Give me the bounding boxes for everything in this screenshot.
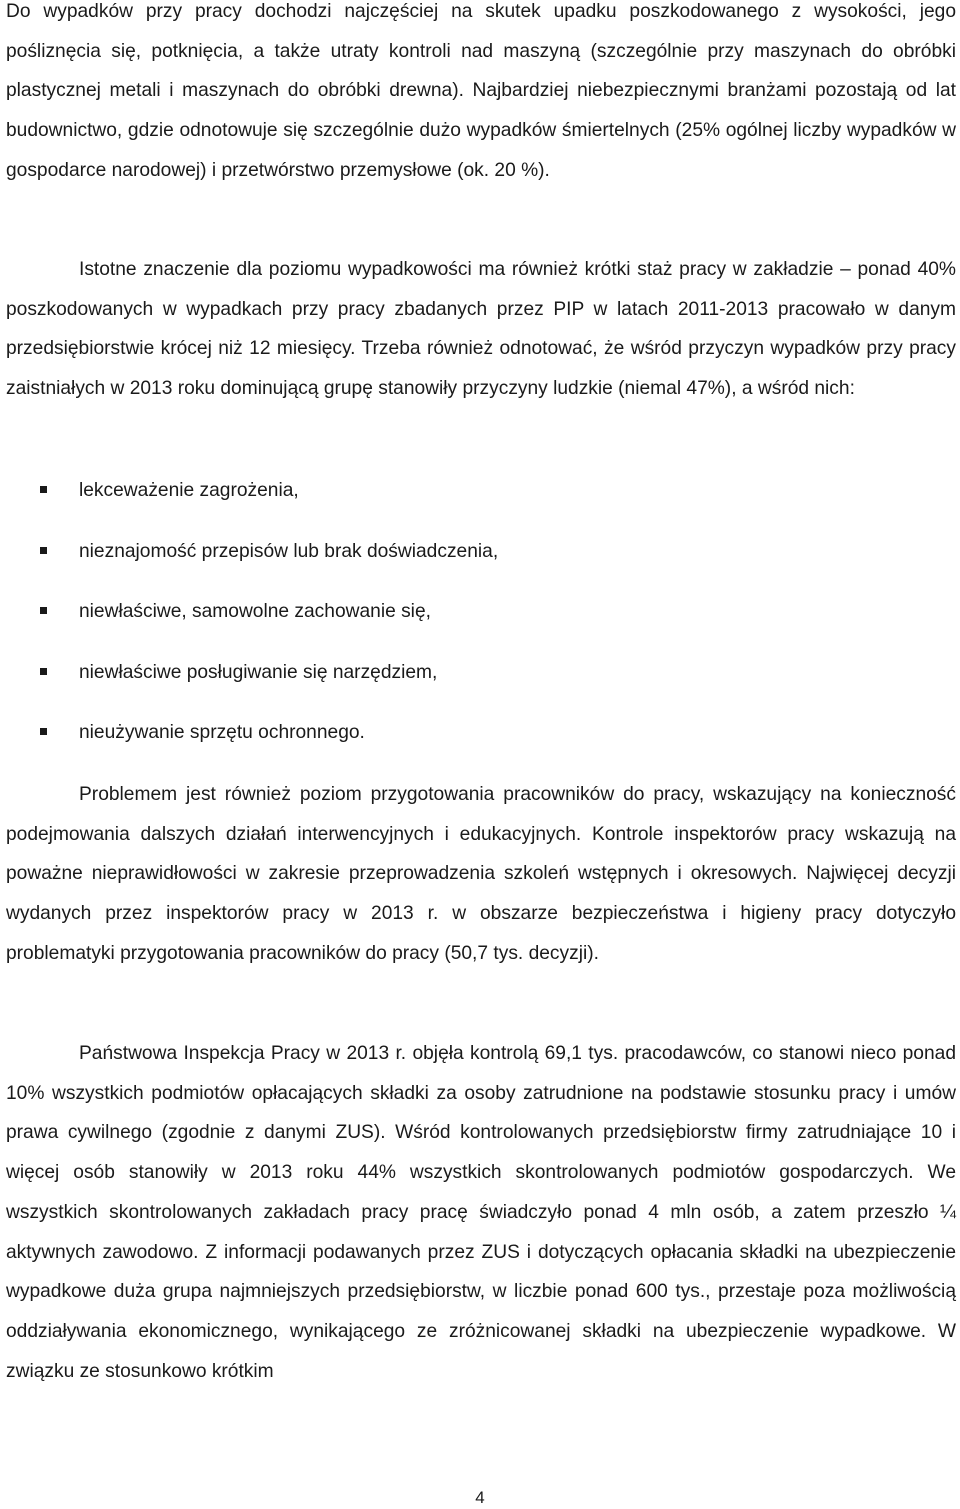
paragraph: Państwowa Inspekcja Pracy w 2013 r. objęła kontrolą 69,1 tys. pracodawców, co stanowi nieco ponad 10% wszystkich podmiotów opłacających składki za osoby zatrudnione na podstawie stosunku pracy i umów prawa cywilnego (zgodnie z danymi ZUS). Wśród kontrolowanych przedsiębiorstw firmy zatrudniające 10 i więcej osób stanowiły w 2013 roku 44% wszystkich skontrolowanych podmiotów gospodarczych. We wszystkich skontrolowanych zakładach pracy pracę świadczyło ponad 4 mln osób, a zatem przeszło ¼ aktywnych zawodowo. Z informacji podawanych przez ZUS i dotyczących opłacania składki na ubezpieczenie wypadkowe duża grupa najmniejszych przedsiębiorstw, w liczbie ponad 600 tys., przestaje poza możliwością oddziaływania ekonomicznego, wynikającego ze zróżnicowanej składki na ubezpieczenie wypadkowe. W związku ze stosunkowo krótkim (6, 1043, 956, 1382)
list-item (6, 713, 956, 774)
list-item (6, 592, 956, 653)
list-item (6, 653, 956, 714)
page-number: 4 (475, 1488, 485, 1507)
list-item-text: nieznajomość przepisów lub brak doświadczenia, (79, 540, 499, 562)
paragraph: Do wypadków przy pracy dochodzi najczęściej na skutek upadku poszkodowanego z wysokości, jego pośliznęcia się, potknięcia, a także utraty kontroli nad maszyną (szczególnie przy maszynach do obróbki plastycznej metali i maszynach do obróbki drewna). Najbardziej niebezpiecznymi branżami pozostają od lat budownictwo, gdzie odnotowuje się szczególnie dużo wypadków śmiertelnych (25% ogólnej liczby wypadków w gospodarce narodowej) i przetwórstwo przemysłowe (ok. 20 %). (6, 1, 956, 181)
square-bullet-icon (40, 547, 47, 554)
list-item (6, 532, 956, 593)
list-item-text: nieużywanie sprzętu ochronnego. (79, 722, 365, 743)
list-item-text: niewłaściwe posługiwanie się narzędziem, (79, 661, 438, 683)
square-bullet-icon (40, 668, 47, 675)
square-bullet-icon (40, 607, 47, 614)
square-bullet-icon (40, 728, 47, 735)
list-item-text: niewłaściwe, samowolne zachowanie się, (79, 601, 431, 622)
paragraph: Problemem jest również poziom przygotowania pracowników do pracy, wskazujący na konieczność podejmowania dalszych działań interwencyjnych i edukacyjnych. Kontrole inspektorów pracy wskazują na poważne nieprawidłowości w zakresie przeprowadzenia szkoleń wstępnych i okresowych. Najwięcej decyzji wydanych przez inspektorów pracy w 2013 r. w obszarze bezpieczeństwa i higieny pracy dotyczyło problematyki przygotowania pracowników do pracy (50,7 tys. decyzji). (6, 784, 956, 964)
bullet-list (6, 471, 956, 774)
list-item-text: lekceważenie zagrożenia, (79, 480, 299, 501)
list-item (6, 471, 956, 532)
paragraph: Istotne znaczenie dla poziomu wypadkowości ma również krótki staż pracy w zakładzie – ponad 40% poszkodowanych w wypadkach przy pracy zbadanych przez PIP w latach 2011-2013 pracowało w danym przedsiębiorstwie krócej niż 12 miesięcy. Trzeba również odnotować, że wśród przyczyn wypadków przy pracy zaistniałych w 2013 roku dominującą grupę stanowiły przyczyny ludzkie (niemal 47%), a wśród nich: (6, 259, 956, 400)
square-bullet-icon (40, 486, 47, 493)
